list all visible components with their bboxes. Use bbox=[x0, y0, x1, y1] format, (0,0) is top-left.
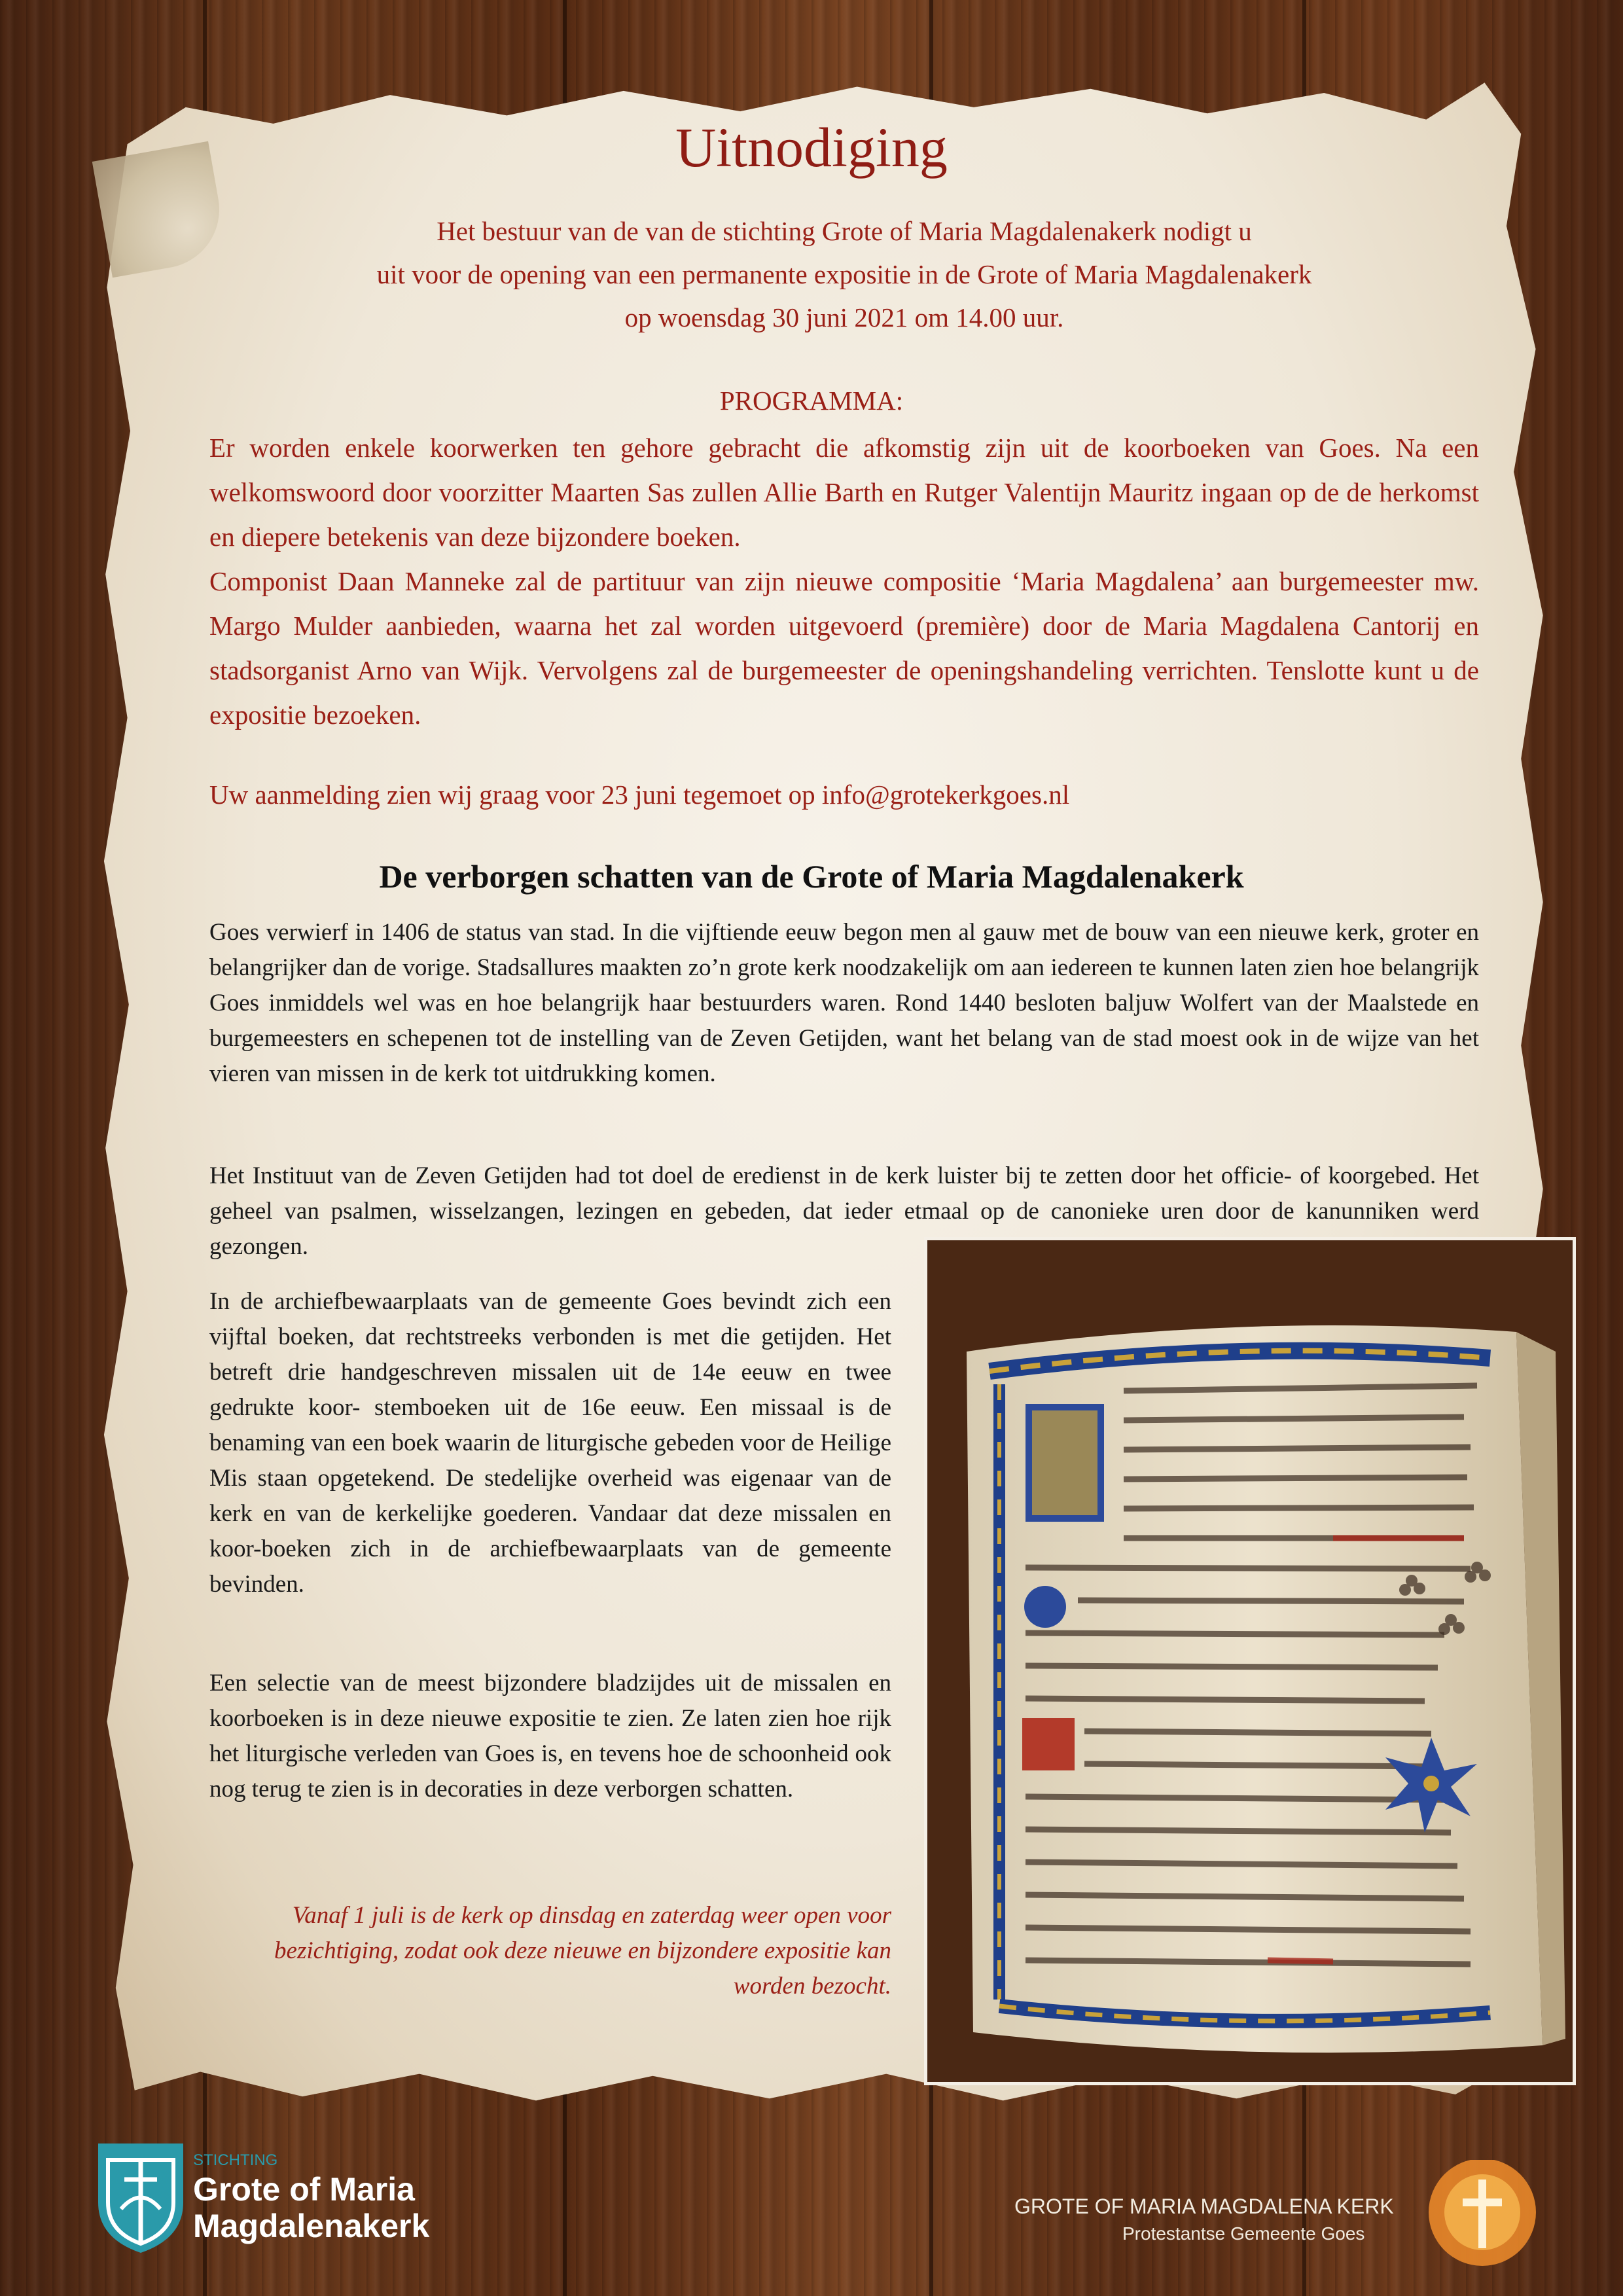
article-title: De verborgen schatten van de Grote of Maria Magdalenakerk bbox=[379, 858, 1244, 895]
intro-line: uit voor de opening van een permanente expositie in de Grote of Maria Magdalenakerk bbox=[376, 259, 1312, 289]
intro-text bbox=[262, 209, 1427, 339]
program-heading: PROGRAMMA: bbox=[719, 386, 904, 416]
manuscript-photo bbox=[924, 1237, 1576, 2085]
contact-line: Uw aanmelding zien wij graag voor 23 juni tegemoet op info@grotekerkgoes.nl bbox=[209, 780, 1070, 810]
logo-line-2: Magdalenakerk bbox=[193, 2208, 430, 2244]
church-logo bbox=[1014, 2160, 1544, 2278]
logo-small-text: STICHTING bbox=[193, 2151, 278, 2169]
church-logo-line-1: GROTE OF MARIA MAGDALENA KERK bbox=[1014, 2195, 1394, 2218]
paragraph-text: In de archiefbewaarplaats van de gemeente Goes bevindt zich een vijftal boeken, dat rechtstreeks verbonden is met die getijden. Het betreft drie handgeschreven missalen uit de 14e eeuw en twee gedrukte koor- stemboeken uit de 16e eeuw. Een missaal is de benaming van een boek waarin de liturgische gebeden voor de Heilige Mis staan opgetekend. De stedelijke overheid was eigenaar van de kerk en van de kerkelijke goederen. Vandaar dat deze missalen en koor-boeken zich in de archiefbewaarplaats van de gemeente bevinden. bbox=[209, 1288, 891, 1598]
article-paragraph-1 bbox=[209, 915, 1479, 1092]
program-paragraph: Er worden enkele koorwerken ten gehore gebracht die afkomstig zijn uit de koorboeken van Goes. Na een welkomswoord door voorzitter Maarten Sas zullen Allie Barth en Rutger Valentijn Mauritz ingaan op de de herkomst en diepere betekenis van deze bijzondere boeken. bbox=[209, 433, 1479, 552]
paragraph-text: Het Instituut van de Zeven Getijden had tot doel de eredienst in de kerk luister bij te zetten door het officie- of koorgebed. Het geheel van psalmen, wisselzangen, lezingen en gebeden, dat ieder etmaal op de canonieke uren door de kanunniken werd gezongen. bbox=[209, 1162, 1479, 1260]
opening-hours-note: Vanaf 1 juli is de kerk op dinsdag en zaterdag weer open voor bezichtiging, zodat ook deze nieuwe en bijzondere expositie kan worden bezocht. bbox=[274, 1902, 891, 2000]
article-paragraph-4 bbox=[209, 1666, 891, 1807]
stichting-logo bbox=[95, 2140, 461, 2255]
stichting-logo-graphic bbox=[95, 2140, 461, 2255]
intro-line: op woensdag 30 juni 2021 om 14.00 uur. bbox=[624, 302, 1064, 332]
church-logo-graphic bbox=[1014, 2160, 1544, 2278]
program-text bbox=[209, 425, 1479, 737]
illuminated-manuscript-image bbox=[927, 1240, 1573, 2082]
page-title: Uitnodiging bbox=[675, 116, 948, 179]
article-paragraph-3 bbox=[209, 1284, 891, 1602]
intro-line: Het bestuur van de van de stichting Grote of Maria Magdalenakerk nodigt u bbox=[437, 216, 1252, 246]
paragraph-text: Een selectie van de meest bijzondere bladzijdes uit de missalen en koorboeken is in deze nieuwe expositie te zien. Ze laten zien hoe rijk het liturgische verleden van Goes is, en tevens hoe de schoonheid ook nog terug te zien is in decoraties in deze verborgen schatten. bbox=[209, 1670, 891, 1803]
paragraph-text: Goes verwierf in 1406 de status van stad. In die vijftiende eeuw begon men al gauw met de bouw van een nieuwe kerk, groter en belangrijker dan de vorige. Stadsallures maakten zo’n grote kerk noodzakelijk om aan iedereen te kunnen laten zien hoe belangrijk Goes inmiddels wel was en hoe belangrijk haar bestuurders waren. Rond 1440 besloten baljuw Wolfert van der Maalstede en burgemeesters en schepenen tot de instelling van de Zeven Getijden, want het belang van de stad moest ook in de wijze van het vieren van missen in de kerk tot uitdrukking komen. bbox=[209, 919, 1479, 1087]
logo-line-1: Grote of Maria bbox=[193, 2171, 415, 2208]
program-paragraph: Componist Daan Manneke zal de partituur van zijn nieuwe compositie ‘Maria Magdalena’ aan burgemeester mw. Margo Mulder aanbieden, waarna het zal worden uitgevoerd (première) door de Maria Magdalena Cantorij en stadsorganist Arno van Wijk. Vervolgens zal de burgemeester de openingshandeling verrichten. Tenslotte kunt u de expositie bezoeken. bbox=[209, 566, 1479, 730]
church-logo-line-2: Protestantse Gemeente Goes bbox=[1122, 2223, 1365, 2244]
